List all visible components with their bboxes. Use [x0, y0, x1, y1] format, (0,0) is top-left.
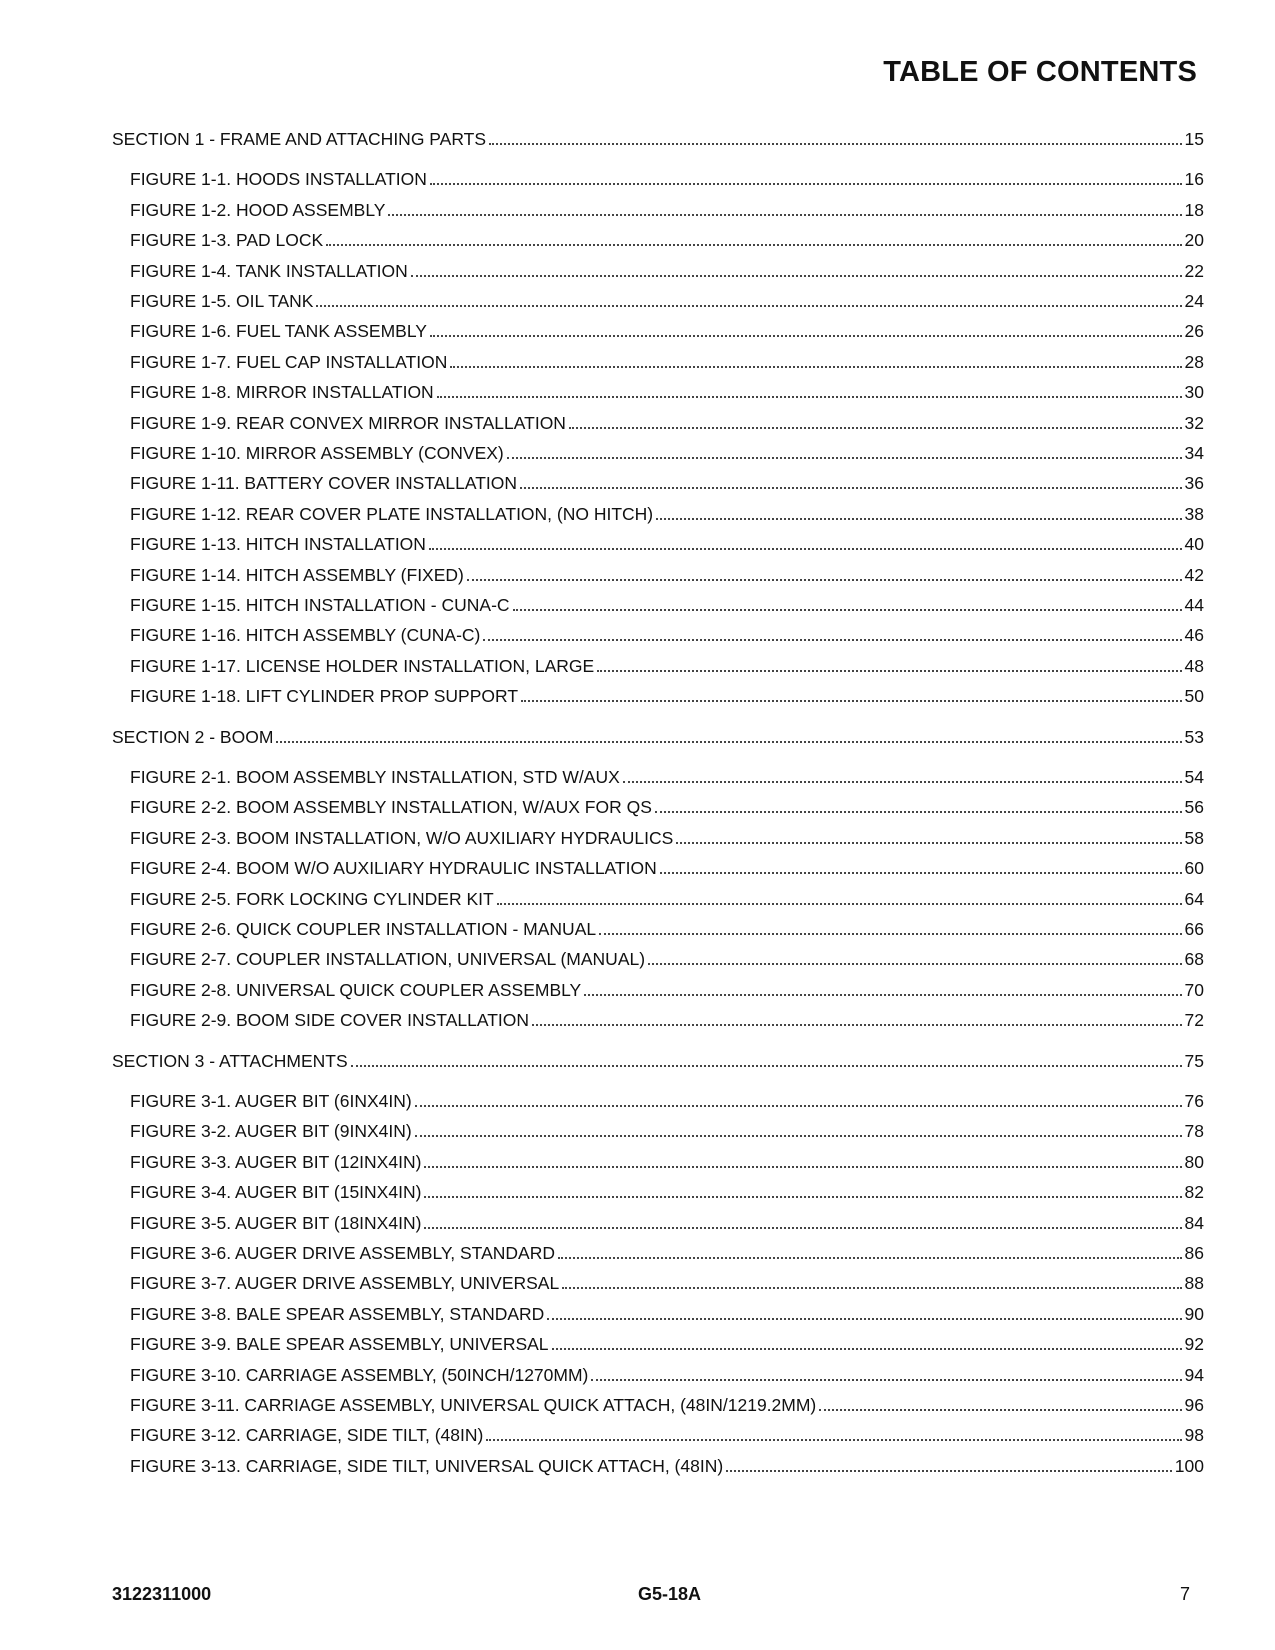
entry-page-number: 24	[1184, 291, 1204, 311]
toc-figure-entry[interactable]	[130, 1393, 1204, 1417]
toc-figure-entry[interactable]	[130, 1332, 1204, 1356]
dot-leader	[429, 548, 1182, 550]
toc-figure-entry[interactable]	[130, 1211, 1204, 1235]
toc-section-entry[interactable]	[112, 1049, 1204, 1073]
entry-page-number: 86	[1184, 1243, 1204, 1263]
toc-figure-entry[interactable]	[130, 887, 1204, 911]
dot-leader	[547, 1318, 1181, 1320]
toc-figure-entry[interactable]	[130, 563, 1204, 587]
toc-figure-entry[interactable]	[130, 684, 1204, 708]
toc-figure-entry[interactable]	[130, 1008, 1204, 1032]
entry-label: FIGURE 1-8. MIRROR INSTALLATION	[130, 382, 434, 403]
toc-figure-entry[interactable]	[130, 1302, 1204, 1326]
toc-figure-entry[interactable]	[130, 350, 1204, 374]
toc-figure-entry[interactable]	[130, 623, 1204, 647]
dot-leader	[648, 963, 1181, 965]
toc-figure-entry[interactable]	[130, 1454, 1204, 1478]
toc-section-entry[interactable]	[112, 725, 1204, 749]
dot-leader	[450, 366, 1181, 368]
footer-model: G5-18A	[638, 1584, 702, 1604]
entry-page-number: 34	[1184, 443, 1204, 463]
entry-page-number: 58	[1184, 827, 1204, 848]
entry-page-number: 54	[1184, 767, 1204, 787]
page-title: TABLE OF CONTENTS	[883, 56, 1197, 88]
toc-figure-entry[interactable]	[130, 856, 1204, 880]
entry-label: FIGURE 2-1. BOOM ASSEMBLY INSTALLATION, STD W/AUX	[130, 767, 620, 787]
entry-label: FIGURE 1-5. OIL TANK	[130, 291, 314, 311]
dot-leader	[521, 700, 1182, 702]
dot-leader	[430, 183, 1182, 185]
toc-figure-entry[interactable]	[130, 765, 1204, 789]
toc-figure-entry[interactable]	[130, 826, 1204, 850]
dot-leader	[316, 305, 1181, 307]
dot-leader	[486, 1439, 1181, 1441]
dot-leader	[513, 609, 1182, 611]
dot-leader	[424, 1227, 1181, 1229]
entry-label: FIGURE 3-1. AUGER BIT (6INX4IN)	[130, 1091, 412, 1111]
entry-label: FIGURE 1-17. LICENSE HOLDER INSTALLATION, LARGE	[130, 655, 595, 676]
entry-label: FIGURE 1-10. MIRROR ASSEMBLY (CONVEX)	[130, 443, 504, 463]
entry-page-number: 80	[1184, 1151, 1204, 1172]
dot-leader	[597, 670, 1181, 672]
entry-label: FIGURE 1-14. HITCH ASSEMBLY (FIXED)	[130, 564, 464, 585]
toc-figure-entry[interactable]	[130, 259, 1204, 283]
entry-label: FIGURE 3-9. BALE SPEAR ASSEMBLY, UNIVERSAL	[130, 1334, 549, 1355]
toc-section-entry[interactable]	[112, 127, 1204, 151]
entry-page-number: 84	[1184, 1212, 1204, 1233]
entry-label: FIGURE 2-3. BOOM INSTALLATION, W/O AUXILIARY HYDRAULICS	[130, 827, 674, 848]
toc-figure-entry[interactable]	[130, 1089, 1204, 1113]
entry-page-number: 68	[1184, 949, 1204, 970]
dot-leader	[660, 872, 1182, 874]
entry-page-number: 22	[1184, 260, 1204, 281]
dot-leader	[819, 1409, 1181, 1411]
entry-label: SECTION 3 - ATTACHMENTS	[112, 1050, 348, 1071]
dot-leader	[552, 1348, 1182, 1350]
dot-leader	[507, 457, 1182, 459]
entry-label: FIGURE 1-3. PAD LOCK	[130, 230, 324, 251]
toc-figure-entry[interactable]	[130, 654, 1204, 678]
entry-label: SECTION 2 - BOOM	[112, 726, 274, 747]
entry-label: FIGURE 3-11. CARRIAGE ASSEMBLY, UNIVERSAL QUICK ATTACH, (48IN/1219.2MM)	[130, 1395, 817, 1415]
dot-leader	[411, 275, 1182, 277]
entry-label: FIGURE 1-12. REAR COVER PLATE INSTALLATION, (NO HITCH)	[130, 503, 654, 524]
toc-figure-entry[interactable]	[130, 1363, 1204, 1387]
entry-page-number: 32	[1184, 412, 1204, 433]
dot-leader	[558, 1257, 1182, 1259]
dot-leader	[656, 518, 1181, 520]
toc-figure-entry[interactable]	[130, 411, 1204, 435]
entry-label: FIGURE 2-2. BOOM ASSEMBLY INSTALLATION, W/AUX FOR QS	[130, 797, 652, 818]
entry-label: FIGURE 2-6. QUICK COUPLER INSTALLATION - MANUAL	[130, 919, 597, 939]
entry-page-number: 96	[1184, 1395, 1204, 1415]
entry-page-number: 90	[1184, 1303, 1204, 1324]
entry-page-number: 66	[1184, 919, 1204, 939]
toc-figure-entry[interactable]	[130, 1241, 1204, 1265]
entry-page-number: 75	[1184, 1050, 1204, 1071]
dot-leader	[584, 994, 1181, 996]
entry-page-number: 40	[1184, 534, 1204, 555]
entry-page-number: 42	[1184, 564, 1204, 585]
dot-leader	[424, 1166, 1181, 1168]
dot-leader	[655, 811, 1182, 813]
dot-leader	[676, 842, 1181, 844]
entry-page-number: 48	[1184, 655, 1204, 676]
entry-page-number: 88	[1184, 1273, 1204, 1294]
toc-figure-entry[interactable]	[130, 1180, 1204, 1204]
entry-page-number: 56	[1184, 797, 1204, 818]
toc-figure-entry[interactable]	[130, 947, 1204, 971]
toc-figure-entry[interactable]	[130, 1150, 1204, 1174]
entry-label: FIGURE 2-8. UNIVERSAL QUICK COUPLER ASSEMBLY	[130, 979, 582, 1000]
dot-leader	[562, 1287, 1181, 1289]
entry-page-number: 94	[1184, 1364, 1204, 1385]
entry-label: FIGURE 1-13. HITCH INSTALLATION	[130, 534, 426, 555]
dot-leader	[520, 487, 1181, 489]
toc-figure-entry[interactable]	[130, 532, 1204, 556]
entry-page-number: 38	[1184, 503, 1204, 524]
entry-label: FIGURE 1-4. TANK INSTALLATION	[130, 260, 408, 281]
entry-page-number: 18	[1184, 199, 1204, 220]
dot-leader	[415, 1135, 1182, 1137]
entry-page-number: 98	[1184, 1425, 1204, 1446]
toc-figure-entry[interactable]	[130, 380, 1204, 404]
toc-figure-entry[interactable]	[130, 1271, 1204, 1295]
entry-page-number: 53	[1184, 726, 1204, 747]
entry-label: FIGURE 3-7. AUGER DRIVE ASSEMBLY, UNIVERSAL	[130, 1273, 560, 1294]
dot-leader	[532, 1024, 1182, 1026]
entry-label: FIGURE 2-7. COUPLER INSTALLATION, UNIVERSAL (MANUAL)	[130, 949, 646, 970]
dot-leader	[326, 244, 1181, 246]
dot-leader	[430, 335, 1182, 337]
entry-page-number: 72	[1184, 1010, 1204, 1031]
entry-page-number: 50	[1184, 686, 1204, 707]
toc-figure-entry[interactable]	[130, 167, 1204, 191]
entry-page-number: 36	[1184, 473, 1204, 494]
entry-page-number: 82	[1184, 1182, 1204, 1203]
dot-leader	[467, 579, 1182, 581]
entry-label: FIGURE 3-2. AUGER BIT (9INX4IN)	[130, 1121, 412, 1142]
entry-page-number: 16	[1184, 169, 1204, 190]
toc-figure-entry[interactable]	[130, 1119, 1204, 1143]
entry-page-number: 76	[1184, 1091, 1204, 1111]
dot-leader	[424, 1196, 1181, 1198]
toc-figure-entry[interactable]	[130, 471, 1204, 495]
entry-label: FIGURE 3-12. CARRIAGE, SIDE TILT, (48IN)	[130, 1425, 484, 1446]
entry-page-number: 78	[1184, 1121, 1204, 1142]
toc-figure-entry[interactable]	[130, 1423, 1204, 1447]
entry-label: FIGURE 1-16. HITCH ASSEMBLY (CUNA-C)	[130, 625, 481, 646]
entry-label: SECTION 1 - FRAME AND ATTACHING PARTS	[112, 129, 487, 149]
toc-figure-entry[interactable]	[130, 441, 1204, 465]
entry-label: FIGURE 1-9. REAR CONVEX MIRROR INSTALLATION	[130, 412, 566, 433]
entry-page-number: 28	[1184, 351, 1204, 372]
toc-figure-entry[interactable]	[130, 917, 1204, 941]
entry-page-number: 60	[1184, 858, 1204, 879]
toc-figure-entry[interactable]	[130, 795, 1204, 819]
entry-page-number: 64	[1184, 888, 1204, 909]
toc-figure-entry[interactable]	[130, 198, 1204, 222]
dot-leader	[437, 396, 1182, 398]
footer-page-number: 7	[1180, 1584, 1191, 1604]
dot-leader	[415, 1105, 1182, 1107]
entry-label: FIGURE 1-7. FUEL CAP INSTALLATION	[130, 351, 448, 372]
toc-figure-entry[interactable]	[130, 502, 1204, 526]
dot-leader	[599, 933, 1181, 935]
dot-leader	[726, 1470, 1172, 1472]
toc-figure-entry[interactable]	[130, 319, 1204, 343]
entry-label: FIGURE 3-3. AUGER BIT (12INX4IN)	[130, 1151, 422, 1172]
toc-figure-entry[interactable]	[130, 289, 1204, 313]
dot-leader	[276, 741, 1181, 743]
entry-page-number: 70	[1184, 979, 1204, 1000]
entry-label: FIGURE 3-10. CARRIAGE ASSEMBLY, (50INCH/1270MM)	[130, 1364, 589, 1385]
entry-label: FIGURE 3-4. AUGER BIT (15INX4IN)	[130, 1182, 422, 1203]
entry-page-number: 30	[1184, 382, 1204, 403]
entry-label: FIGURE 1-2. HOOD ASSEMBLY	[130, 199, 386, 220]
toc-figure-entry[interactable]	[130, 978, 1204, 1002]
dot-leader	[497, 903, 1182, 905]
entry-page-number: 100	[1174, 1455, 1204, 1476]
dot-leader	[623, 781, 1182, 783]
entry-label: FIGURE 2-5. FORK LOCKING CYLINDER KIT	[130, 888, 494, 909]
footer-doc-number: 3122311000	[112, 1584, 212, 1604]
entry-label: FIGURE 1-6. FUEL TANK ASSEMBLY	[130, 321, 427, 342]
entry-label: FIGURE 3-8. BALE SPEAR ASSEMBLY, STANDARD	[130, 1303, 545, 1324]
entry-page-number: 15	[1184, 129, 1204, 149]
toc-figure-entry[interactable]	[130, 228, 1204, 252]
entry-label: FIGURE 3-6. AUGER DRIVE ASSEMBLY, STANDARD	[130, 1243, 555, 1263]
dot-leader	[569, 427, 1182, 429]
entry-label: FIGURE 3-5. AUGER BIT (18INX4IN)	[130, 1212, 422, 1233]
entry-label: FIGURE 1-15. HITCH INSTALLATION - CUNA-C	[130, 595, 510, 615]
dot-leader	[489, 143, 1182, 145]
entry-page-number: 26	[1184, 321, 1204, 342]
entry-page-number: 46	[1184, 625, 1204, 646]
entry-page-number: 20	[1184, 230, 1204, 251]
entry-label: FIGURE 2-4. BOOM W/O AUXILIARY HYDRAULIC INSTALLATION	[130, 858, 657, 879]
entry-label: FIGURE 1-18. LIFT CYLINDER PROP SUPPORT	[130, 686, 519, 707]
entry-label: FIGURE 2-9. BOOM SIDE COVER INSTALLATION	[130, 1010, 530, 1031]
toc-figure-entry[interactable]	[130, 593, 1204, 617]
dot-leader	[591, 1379, 1181, 1381]
entry-page-number: 92	[1184, 1334, 1204, 1355]
entry-label: FIGURE 3-13. CARRIAGE, SIDE TILT, UNIVERSAL QUICK ATTACH, (48IN)	[130, 1455, 724, 1476]
dot-leader	[483, 639, 1181, 641]
entry-page-number: 44	[1184, 595, 1204, 615]
dot-leader	[388, 214, 1181, 216]
entry-label: FIGURE 1-1. HOODS INSTALLATION	[130, 169, 427, 190]
entry-label: FIGURE 1-11. BATTERY COVER INSTALLATION	[130, 473, 518, 494]
dot-leader	[351, 1065, 1182, 1067]
